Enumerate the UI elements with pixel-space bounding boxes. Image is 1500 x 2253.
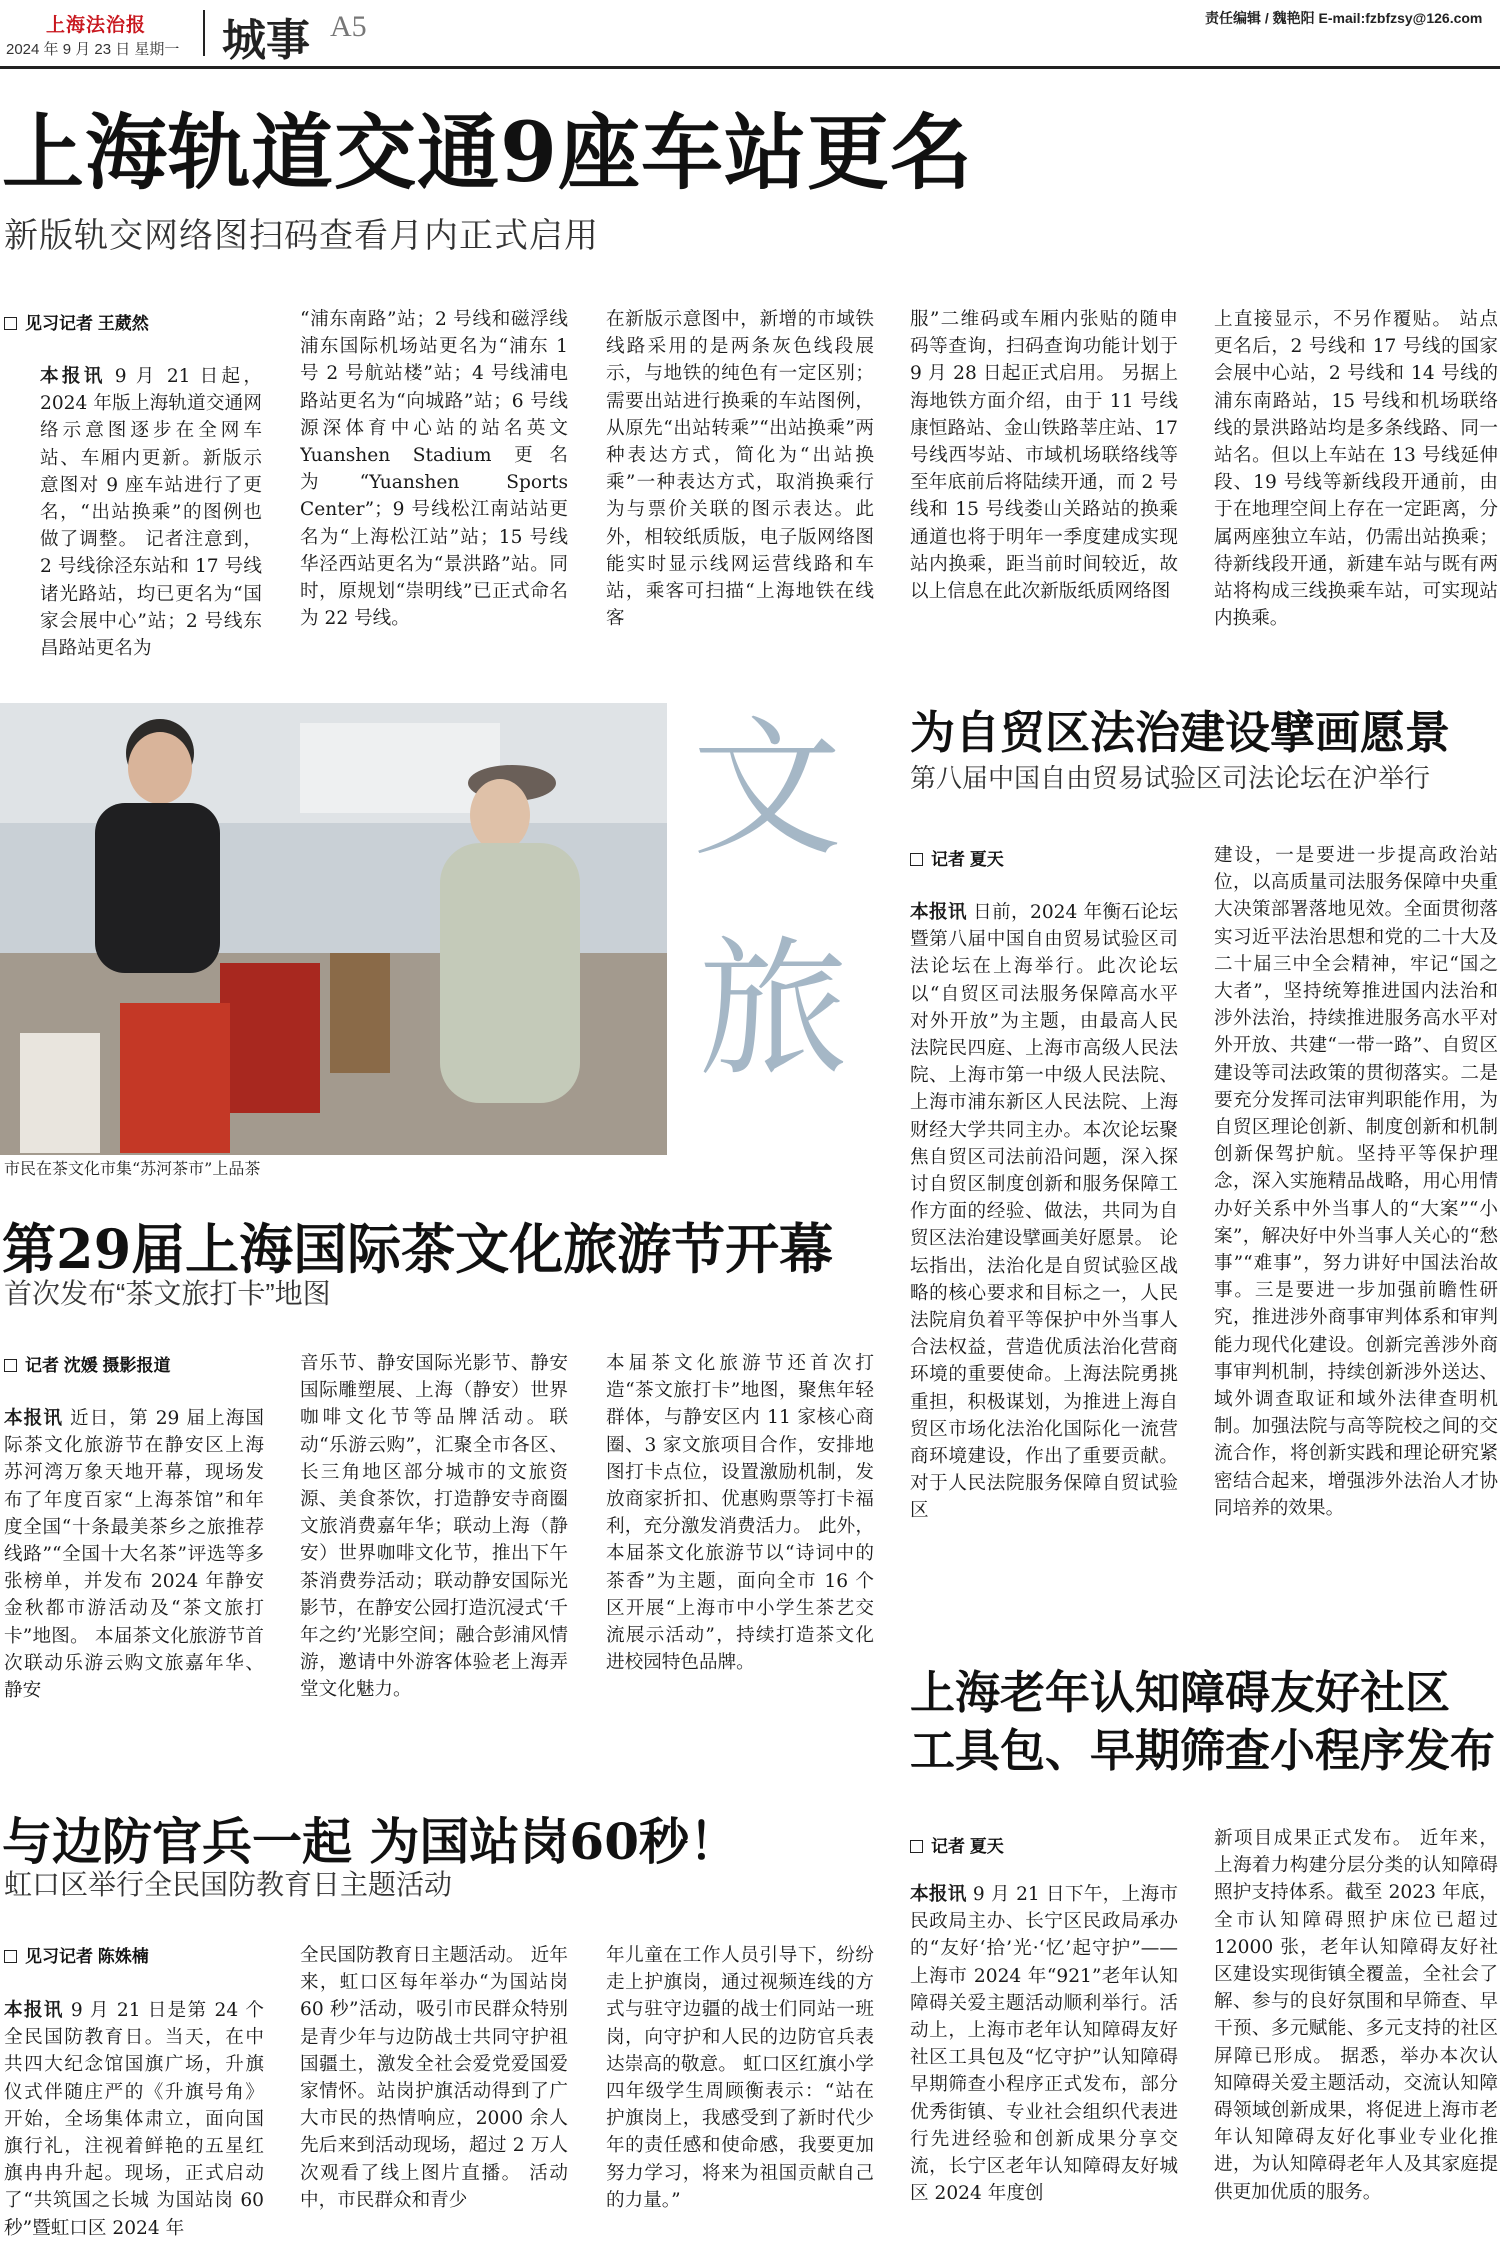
article4-col2: 新项目成果正式发布。 近年来，上海着力构建分层分类的认知障碍照护支持体系。截至 2023 年底，全市认知障碍照护床位已超过 12000 张，老年认知障碍友好社区建设实现街镇全覆盖，全社会了解、参与的良好氛围和早筛查、早干预、多元赋能、多元支持的社区屏障已形成。 据悉，举办本次认知障碍关爱主题活动，交流认知障碍领域创新成果，将促进上海市老年认知障碍友好化事业专业化推进，为认知障碍老年人及其家庭提供更加优质的服务。 bbox=[1214, 1828, 1498, 2203]
article4-title-line1: 上海老年认知障碍友好社区 bbox=[910, 1666, 1451, 1719]
article4-byline: 记者 夏天 bbox=[910, 1832, 1004, 1857]
tea-market-photo bbox=[0, 703, 667, 1155]
byline-box-icon bbox=[910, 853, 923, 866]
article1-col1: 本报讯 9 月 21 日起，2024 年版上海轨道交通网络示意图逐步在全网车站、车厢内更新。新版示意图对 9 座车站进行了更名，“出站换乘”的图例也做了调整。 记者注意到，2 号线徐泾东站和 17 号线诸光路站，均已更名为“国家会展中心”站；2 号线东昌路站更名为 bbox=[40, 365, 262, 660]
byline-box-icon bbox=[4, 1359, 17, 1372]
page-number: A5 bbox=[330, 10, 367, 43]
article4-title-line2: 工具包、早期筛查小程序发布 bbox=[910, 1724, 1496, 1777]
article1-title: 上海轨道交通9座车站更名 bbox=[2, 105, 974, 201]
article5-col1: 本报讯 9 月 21 日是第 24 个全民国防教育日。当天，在中共四大纪念馆国旗广场，升旗仪式伴随庄严的《升旗号角》开始，全场集体肃立，面向国旗行礼，注视着鲜艳的五星红旗冉冉升起。现场，正式启动了“共筑国之长城 为国站岗 60 秒”暨虹口区 2024 年 bbox=[4, 1999, 264, 2239]
article3-col1: 本报讯 近日，第 29 届上海国际茶文化旅游节在静安区上海苏河湾万象天地开幕，现场发布了年度百家“上海茶馆”和年度全国“十条最美茶乡之旅推荐线路”“全国十大名茶”评选等多张榜单，并发布 2024 年静安金秋都市游活动及“茶文旅打卡”地图。 本届茶文化旅游节首次联动乐游云购文旅嘉年华、静安 bbox=[4, 1407, 264, 1702]
article5-col3: 年儿童在工作人员引导下，纷纷走上护旗岗，通过视频连线的方式与驻守边疆的战士们同站一班岗，向守护和人民的边防官兵表达崇高的敬意。 虹口区红旗小学四年级学生周顾衡表示：“站在护旗岗上，我感受到了新时代少年的责任感和使命感，我要更加努力学习，将来为祖国贡献自己的力量。” bbox=[606, 1945, 874, 2211]
tea-market-photo-illustration bbox=[0, 703, 667, 1155]
article5-col2: 全民国防教育日主题活动。 近年来，虹口区每年举办“为国站岗 60 秒”活动，吸引市民群众特别是青少年与边防战士共同守护祖国疆土，激发全社会爱党爱国爱家情怀。站岗护旗活动得到了广大市民的热情响应，2000 余人先后来到活动现场，超过 2 万人次观看了线上图片直播。 活动中，市民群众和青少 bbox=[300, 1945, 568, 2211]
article1-subtitle: 新版轨交网络图扫码查看月内正式启用 bbox=[4, 217, 599, 255]
article1-col3: 在新版示意图中，新增的市域铁线路采用的是两条灰色线段展示，与地铁的纯色有一定区别；需要出站进行换乘的车站图例，从原先“出站转乘”“出站换乘”两种表达方式，简化为“出站换乘”一种表达方式，取消换乘行为与票价关联的图示表达。此外，相较纸质版，电子版网络图能实时显示线网运营线路和车站，乘客可扫描“上海地铁在线客 bbox=[606, 309, 874, 630]
article3-subtitle: 首次发布“茶文旅打卡”地图 bbox=[4, 1278, 331, 1309]
photo-caption: 市民在茶文化市集“苏河茶市”上品茶 bbox=[4, 1159, 261, 1178]
issue-date: 2024 年 9 月 23 日 星期一 bbox=[6, 41, 180, 58]
editor-info: 责任编辑 / 魏艳阳 E-mail:fzbfzsy@126.com bbox=[1205, 10, 1483, 26]
byline-box-icon bbox=[4, 317, 17, 330]
article5-byline: 见习记者 陈姝楠 bbox=[4, 1942, 149, 1967]
article2-col2: 建设，一是要进一步提高政治站位，以高质量司法服务保障中央重大决策部署落地见效。全面贯彻落实习近平法治思想和党的二十大及二十届三中全会精神，牢记“国之大者”，坚持统筹推进国内法治和涉外法治，持续推进服务高水平对外开放、共建“一带一路”、自贸区建设等司法政策的贯彻落实。二是要充分发挥司法审判职能作用，为自贸区理论创新、制度创新和机制创新保驾护航。坚持平等保护理念，深入实施精品战略，用心用情办好关系中外当事人的“大案”“小案”，解决好中外当事人关心的“愁事”“难事”，努力讲好中国法治故事。三是要进一步加强前瞻性研究，推进涉外商事审判体系和审判能力现代化建设。创新完善涉外商事审判机制，持续创新涉外送达、域外调查取证和域外法律查明机制。加强法院与高等院校之间的交流合作，将创新实践和理论研究紧密结合起来，增强涉外法治人才协同培养的效果。 bbox=[1214, 845, 1498, 1519]
decorative-char-wen: 文 bbox=[692, 703, 843, 877]
article1-byline: 见习记者 王葳然 bbox=[4, 309, 149, 334]
masthead-divider bbox=[203, 10, 205, 56]
byline-box-icon bbox=[4, 1950, 17, 1963]
decorative-char-lv: 旅 bbox=[698, 923, 849, 1097]
article2-subtitle: 第八届中国自由贸易试验区司法论坛在沪举行 bbox=[910, 763, 1431, 793]
newspaper-logo: 上海法治报 bbox=[46, 14, 147, 36]
article1-col5: 上直接显示，不另作覆贴。 站点更名后，2 号线和 17 号线的国家会展中心站，2 号线和 14 号线的浦东南路站，15 号线和机场联络线的景洪路站均是多条线路、同一站名。但以上车站在 13 号线延伸段、19 号线等新线段开通前，由于在地理空间上存在一定距离，分属两座独立车站，仍需出站换乘；待新线段开通，新建车站与既有两站将构成三线换乘车站，可实现站内换乘。 bbox=[1214, 309, 1498, 630]
article4-col1: 本报讯 9 月 21 日下午，上海市民政局主办、长宁区民政局承办的“友好‘拾’光·‘忆’起守护”——上海市 2024 年“921”老年认知障碍关爱主题活动顺利举行。活动上，上海市老年认知障碍友好社区工具包及“忆守护”认知障碍早期筛查小程序正式发布，部分优秀街镇、专业社会组织代表进行先进经验和创新成果分享交流，长宁区老年认知障碍友好城区 2024 年度创 bbox=[910, 1883, 1178, 2205]
masthead-rule bbox=[0, 66, 1500, 69]
article3-title: 第29届上海国际茶文化旅游节开幕 bbox=[2, 1217, 834, 1281]
article5-title: 与边防官兵一起 为国站岗60秒！ bbox=[2, 1812, 739, 1871]
article2-title: 为自贸区法治建设擘画愿景 bbox=[910, 706, 1451, 759]
article3-col3: 本届茶文化旅游节还首次打造“茶文旅打卡”地图，聚焦年轻群体，与静安区内 11 家核心商圈、3 家文旅项目合作，安排地图打卡点位，设置激励机制，发放商家折扣、优惠购票等打卡福利，充分激发消费活力。 此外，本届茶文化旅游节以“诗词中的茶香”为主题，面向全市 16 个区开展“上海市中小学生茶艺交流展示活动”，持续打造茶文化进校园特色品牌。 bbox=[606, 1353, 874, 1674]
article5-subtitle: 虹口区举行全民国防教育日主题活动 bbox=[4, 1869, 453, 1900]
article3-col2: 音乐节、静安国际光影节、静安国际雕塑展、上海（静安）世界咖啡文化节等品牌活动。联动“乐游云购”，汇聚全市各区、长三角地区部分城市的文旅资源、美食茶饮，打造静安寺商圈文旅消费嘉年华；联动上海（静安）世界咖啡文化节，推出下午茶消费券活动；联动静安国际光影节，在静安公园打造沉浸式‘千年之约’光影空间；融合彭浦风情游，邀请中外游客体验老上海弄堂文化魅力。 bbox=[300, 1353, 568, 1701]
article3-byline: 记者 沈媛 摄影报道 bbox=[4, 1351, 170, 1376]
article2-col1: 本报讯 日前，2024 年衡石论坛暨第八届中国自由贸易试验区司法论坛在上海举行。此次论坛以“自贸区司法服务保障高水平对外开放”为主题，由最高人民法院民四庭、上海市高级人民法院、上海市第一中级人民法院、上海市浦东新区人民法院、上海财经大学共同主办。本次论坛聚焦自贸区司法前沿问题，深入探讨自贸区制度创新和服务保障工作方面的经验、做法，共同为自贸区法治建设擘画美好愿景。 论坛指出，法治化是自贸试验区战略的核心要求和目标之一，人民法院肩负着平等保护中外当事人合法权益，营造优质法治化营商环境的重要使命。上海法院勇挑重担，积极谋划，为推进上海自贸区市场化法治化国际化一流营商环境建设，作出了重要贡献。对于人民法院服务保障自贸试验区 bbox=[910, 901, 1178, 1522]
section-name: 城事 bbox=[222, 15, 310, 66]
article2-byline: 记者 夏天 bbox=[910, 845, 1004, 870]
article1-col2: “浦东南路”站；2 号线和磁浮线浦东国际机场站更名为“浦东 1 号 2 号航站楼”站；4 号线浦电路站更名为“向城路”站；6 号线源深体育中心站的站名英文 Yuanshen Stadium 更名为“Yuanshen Sports Center”；9 号线松江南站站更名为“上海松江站”站；15 号线华泾西站更名为“景洪路”站。同时，原规划“崇明线”已正式命名为 22 号线。 bbox=[300, 309, 568, 630]
byline-box-icon bbox=[910, 1840, 923, 1853]
article1-col4: 服”二维码或车厢内张贴的随申码等查询，扫码查询功能计划于 9 月 28 日起正式启用。 另据上海地铁方面介绍，由于 11 号线康恒路站、金山铁路莘庄站、17 号线西岑站、市域机场联络线等至年底前后将陆续开通，而 2 号线和 15 号线娄山关路站的换乘通道也将于明年一季度建成实现站内换乘，距当前时间较近，故以上信息在此次新版纸质网络图 bbox=[910, 309, 1178, 603]
